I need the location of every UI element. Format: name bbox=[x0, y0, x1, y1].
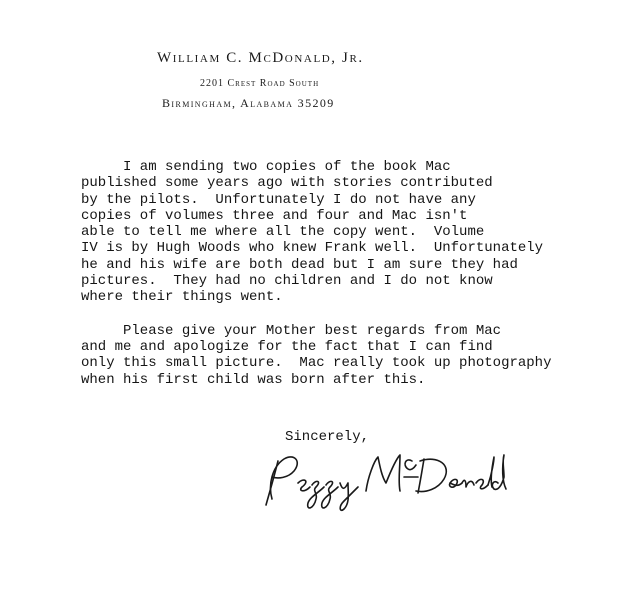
paragraph-2-line: when his first child was born after this. bbox=[81, 371, 426, 388]
paragraph-1-line: I am sending two copies of the book Mac bbox=[81, 159, 451, 175]
paragraph-1-line: by the pilots. Unfortunately I do not have any bbox=[81, 191, 476, 208]
paragraph-2-line: only this small picture. Mac really took up photography bbox=[81, 355, 552, 372]
paragraph-1-line: copies of volumes three and four and Mac isn't bbox=[81, 207, 468, 224]
letter-body bbox=[81, 159, 551, 388]
paragraph-1-line: he and his wife are both dead but I am sure they had bbox=[81, 256, 518, 273]
letterhead-name: William C. McDonald, Jr. bbox=[157, 50, 364, 66]
paragraph-1-line: pictures. They had no children and I do not know bbox=[81, 273, 493, 290]
paragraph-2-line: Please give your Mother best regards from Mac bbox=[81, 322, 502, 339]
letterhead-city: Birmingham, Alabama 35209 bbox=[162, 96, 335, 110]
paragraph-spacer bbox=[81, 306, 551, 323]
paragraph-1-line: where their things went. bbox=[81, 289, 283, 306]
paragraph-1-line: published some years ago with stories contributed bbox=[81, 175, 493, 192]
closing: Sincerely, bbox=[285, 429, 370, 445]
letterhead-street: 2201 Crest Road South bbox=[200, 78, 320, 89]
paragraph-2-line: and me and apologize for the fact that I can find bbox=[81, 338, 493, 355]
signature-drawing bbox=[258, 447, 508, 517]
paragraph-1-line: able to tell me where all the copy went. Volume bbox=[81, 224, 485, 241]
paragraph-1-line: IV is by Hugh Woods who knew Frank well. Unfortunately bbox=[81, 240, 544, 257]
handwritten-signature bbox=[258, 447, 508, 517]
